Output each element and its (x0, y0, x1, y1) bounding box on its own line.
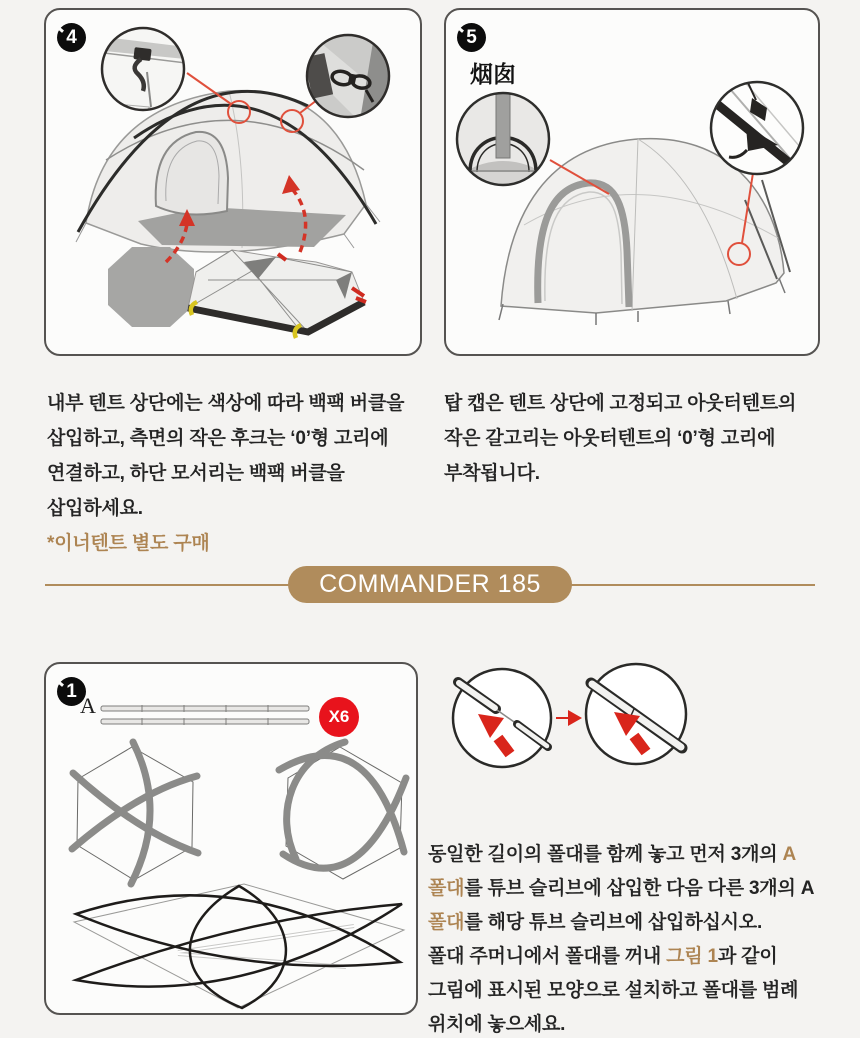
magnifier-pole-apart (453, 669, 551, 767)
step1-panel (44, 662, 418, 1015)
text-segment-highlight: A (782, 844, 797, 865)
chimney-label: 烟囱 (470, 61, 516, 87)
magnifier-hook-detail (711, 70, 806, 174)
arrow-between-circles (556, 710, 582, 726)
hexagon-crossed-poles (72, 742, 198, 884)
step1-description (428, 838, 853, 1038)
text-segment-highlight: 그림 1 (666, 946, 718, 967)
pole-rows (101, 705, 309, 725)
text-line (428, 906, 853, 940)
pole-type-label: A (80, 693, 96, 718)
footprint-octagon (108, 247, 194, 327)
text-line (428, 872, 853, 906)
step5-panel (444, 8, 820, 356)
text-line: 부착됩니다. (444, 463, 540, 484)
text-line (428, 940, 853, 974)
text-line: 탑 캡은 텐트 상단에 고정되고 아웃터텐트의 (444, 393, 797, 414)
magnifier-topcap-detail (451, 90, 555, 198)
inner-tent-note: *이너텐트 별도 구매 (47, 533, 210, 554)
text-segment: 를 해당 튜브 슬리브에 삽입하십시오. (464, 912, 763, 933)
pole-connection-illustration (438, 656, 708, 786)
text-line: 위치에 놓으세요. (428, 1014, 566, 1035)
inner-tent-small-drawing (188, 250, 366, 338)
text-segment-highlight: 폴대 (428, 912, 465, 933)
pole-count-badge: X6 (319, 697, 359, 737)
step1-pole-diagram (46, 664, 416, 1013)
text-line: 연결하고, 하단 모서리는 백팩 버클을 (47, 463, 345, 484)
magnifier-pole-joined (586, 664, 686, 764)
text-line: 삽입하고, 측면의 작은 후크는 ‘0’형 고리에 (47, 428, 389, 449)
text-segment: 폴대 주머니에서 폴대를 꺼내 (428, 946, 667, 967)
text-segment: 동일한 길이의 폴대를 함께 놓고 먼저 3개의 (428, 844, 783, 865)
text-segment: 를 튜브 슬리브에 삽입한 다음 다른 3개의 A (464, 878, 815, 899)
step4-panel (44, 8, 422, 356)
text-segment-highlight: 폴대 (428, 878, 465, 899)
step1-badge: 1 (57, 677, 86, 706)
step4-description (47, 386, 442, 561)
text-line (428, 838, 853, 872)
section-banner (0, 566, 860, 604)
step5-description (444, 386, 839, 491)
text-line: 삽입하세요. (47, 498, 143, 519)
text-line: 그림에 표시된 모양으로 설치하고 폴대를 범례 (428, 980, 799, 1001)
banner-title: COMMANDER 185 (288, 566, 572, 603)
assembled-frame-wireframe (74, 884, 404, 1008)
step4-badge: 4 (57, 23, 86, 52)
hexagon-triangle-poles (279, 742, 406, 879)
step5-badge: 5 (457, 23, 486, 52)
text-line: 작은 갈고리는 아웃터텐트의 ‘0’형 고리에 (444, 428, 776, 449)
text-line: 내부 텐트 상단에는 색상에 따라 백팩 버클을 (47, 393, 405, 414)
text-segment: 과 같이 (717, 946, 778, 967)
step4-tent-illustration (46, 10, 420, 354)
